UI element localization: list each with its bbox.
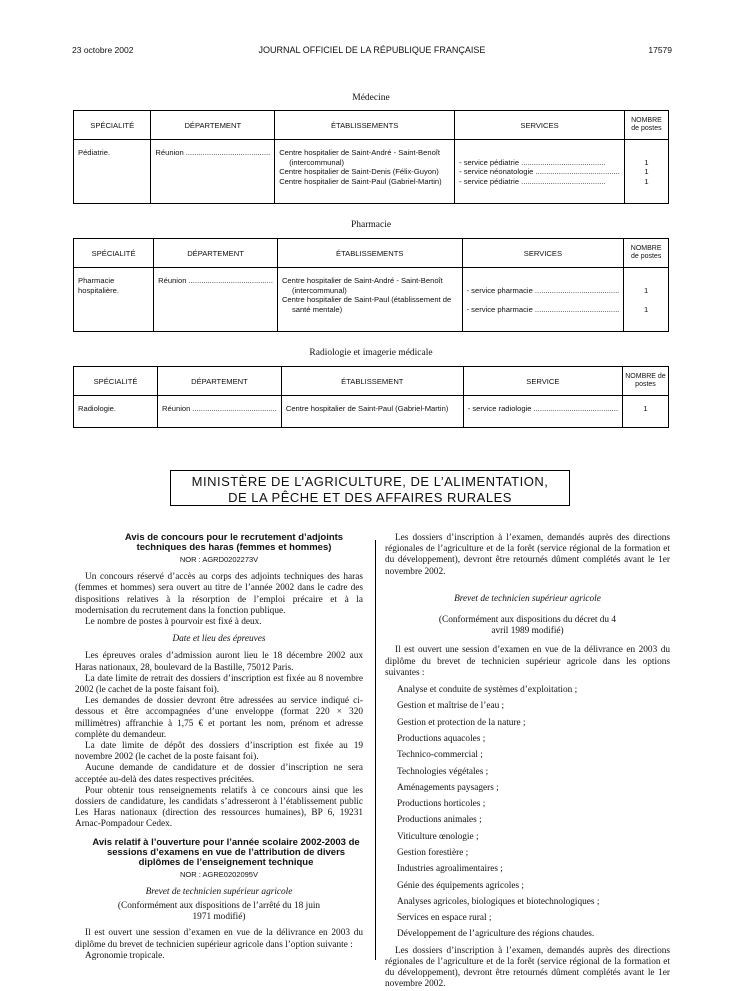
col-departement: DÉPARTEMENT: [154, 239, 278, 268]
column-divider: [375, 540, 376, 960]
header-page-number: 17579: [648, 45, 672, 55]
list-item: Analyse et conduite de systèmes d’exploitation ;: [397, 685, 578, 696]
list-item: Technico-commercial ;: [397, 750, 483, 761]
col-departement: DÉPARTEMENT: [151, 111, 275, 140]
paragraph: Agronomie tropicale.: [85, 950, 165, 961]
list-item: Productions horticoles ;: [397, 799, 486, 810]
table-radiologie: [73, 366, 669, 428]
list-item: Technologies végétales ;: [397, 766, 489, 777]
caption-pharmacie: Pharmacie: [350, 220, 392, 230]
list-item: Productions animales ;: [397, 815, 482, 826]
cell-etablissements: Centre hospitalier de Saint-André - Saint-Benoît (intercommunal) Centre hospitalier de Saint-Paul (établissement de santé mentale): [277, 268, 462, 332]
subheading-bts: Brevet de technicien supérieur agricole: [145, 886, 293, 897]
col-etablissements: ÉTABLISSEMENTS: [277, 239, 462, 268]
header-journal: JOURNAL OFFICIEL DE LA RÉPUBLIQUE FRANÇAISE: [258, 45, 486, 55]
cell-departement: Réunion ........................................: [154, 268, 278, 332]
cell-nombre: 1: [622, 396, 668, 428]
conformity-note: (Conformément aux dispositions du décret du 4 avril 1989 modifié): [438, 615, 617, 637]
paragraph: Il est ouvert une session d’examen en vue de la délivrance en 2003 du diplôme du brevet de technicien supérieur agricole dans les options suivantes :: [385, 645, 670, 678]
header-date: 23 octobre 2002: [72, 45, 134, 55]
options-list: [385, 683, 670, 942]
col-services: SERVICES: [455, 111, 625, 140]
col-departement: DÉPARTEMENT: [158, 367, 282, 396]
nor-reference-2: NOR : AGRE0202095V: [180, 869, 258, 879]
notice-title-concours: Avis de concours pour le recrutement d’adjoints techniques des haras (femmes et hommes): [124, 532, 344, 553]
paragraph: Les épreuves orales d’admission auront lieu le 18 décembre 2002 aux Haras nationaux, 28, boulevard de la Bastille, 75012 Paris.: [75, 651, 363, 673]
paragraph: Il est ouvert une session d’examen en vue de la délivrance en 2003 du diplôme du brevet de technicien supérieur agricole dans l’option suivante :: [75, 928, 363, 950]
col-specialite: SPÉCIALITÉ: [74, 367, 158, 396]
list-item: Développement de l’agriculture des régions chaudes.: [397, 929, 595, 940]
ministry-line-1: MINISTÈRE DE L’AGRICULTURE, DE L’ALIMENTATION,: [191, 474, 549, 489]
cell-departement: Réunion ........................................: [151, 140, 275, 204]
col-specialite: SPÉCIALITÉ: [74, 111, 151, 140]
col-service: SERVICE: [463, 367, 622, 396]
list-item: Gestion forestière ;: [397, 848, 469, 858]
cell-service: - service radiologie ........................................: [463, 396, 622, 428]
paragraph: Un concours réservé d’accès au corps des adjoints techniques des haras (femmes et hommes) sera ouvert au titre de l’année 2002 dans le cadre des dispositions relatives à la résorption de l’emploi précaire et à la modernisation du recrutement dans la fonction publique.: [75, 572, 363, 616]
paragraph: Pour obtenir tous renseignements relatifs à ce concours ainsi que les dossiers de candidature, les candidats s’adresseront à l’établissement public Les Haras nationaux (direction des ressources humaines), BP 6, 19231 Arnac-Pompadour Cedex.: [75, 785, 363, 830]
cell-nombre: 1 1: [624, 268, 669, 332]
list-item: Gestion et maîtrise de l’eau ;: [397, 701, 505, 712]
cell-specialite: Pédiatrie.: [74, 140, 151, 204]
list-item: Aménagements paysagers ;: [397, 782, 499, 793]
caption-medecine: Médecine: [352, 93, 390, 103]
cell-nombre: 1 1 1: [624, 140, 668, 204]
paragraph: La date limite de retrait des dossiers d’inscription est fixée au 8 novembre 2002 (le cachet de la poste faisant foi).: [75, 673, 363, 696]
list-item: Analyses agricoles, biologiques et biotechnologiques ;: [397, 896, 600, 907]
table-pharmacie: [73, 238, 669, 332]
cell-specialite: Pharmacie hospitalière.: [74, 268, 154, 332]
subheading-bts: Brevet de technicien supérieur agricole: [454, 593, 601, 604]
col-nombre: NOMBRE de postes: [622, 367, 668, 396]
cell-etablissement: Centre hospitalier de Saint-Paul (Gabriel-Martin): [281, 396, 463, 428]
cell-departement: Réunion ........................................: [158, 396, 282, 428]
cell-specialite: Radiologie.: [74, 396, 158, 428]
paragraph: Aucune demande de candidature et de dossier d’inscription ne sera acceptée au-delà des dates respectives précitées.: [75, 763, 363, 785]
table-medecine: [73, 110, 669, 204]
caption-radiologie: Radiologie et imagerie médicale: [309, 348, 433, 358]
list-item: Industries agroalimentaires ;: [397, 864, 503, 875]
list-item: Productions aquacoles ;: [397, 733, 486, 744]
ministry-banner: [170, 470, 570, 506]
paragraph: Le nombre de postes à pourvoir est fixé à deux.: [85, 617, 262, 628]
col-services: SERVICES: [462, 239, 624, 268]
paragraph: La date limite de dépôt des dossiers d’inscription est fixée au 19 novembre 2002 (le cachet de la poste faisant foi).: [75, 741, 363, 763]
col-etablissement: ÉTABLISSEMENT: [281, 367, 463, 396]
col-nombre: NOMBRE de postes: [624, 111, 668, 140]
cell-services: - service pharmacie ........................................ - service pharmacie ........................................: [462, 268, 624, 332]
paragraph: Les dossiers d’inscription à l’examen, demandés auprès des directions régionales de l’agriculture et de la forêt (service régional de la formation et du développement), devront être retournés dûment complétés avant le 1er novembre 2002.: [385, 533, 670, 577]
list-item: Gestion et protection de la nature ;: [397, 717, 526, 728]
ministry-line-2: DE LA PÊCHE ET DES AFFAIRES RURALES: [228, 490, 512, 505]
nor-reference-1: NOR : AGRD0202273V: [179, 555, 259, 564]
list-item: Viticulture œnologie ;: [397, 831, 479, 842]
col-specialite: SPÉCIALITÉ: [74, 239, 154, 268]
paragraph: Les demandes de dossier devront être adressées au service indiqué ci-dessous et être accompagnées d’une enveloppe (format 220 × 320 millimètres) affranchie à 1,75 € et portant les nom, prénom et adresse complète du demandeur.: [75, 696, 363, 740]
cell-services: - service pédiatrie ........................................ - service néonatologie ........................................ - service pédiatrie ........................................: [455, 140, 625, 204]
subheading-dates: Date et lieu des épreuves: [172, 634, 266, 645]
cell-etablissements: Centre hospitalier de Saint-André - Saint-Benoît (intercommunal) Centre hospitalier de Saint-Denis (Félix-Guyon) Centre hospitalier de Saint-Paul (Gabriel-Martin): [275, 140, 455, 204]
notice-title-examens: Avis relatif à l’ouverture pour l’année scolaire 2002-2003 de sessions d’examens en vue de l’attribution de divers diplômes de l’enseignement technique: [92, 836, 360, 868]
col-nombre: NOMBRE de postes: [624, 239, 669, 268]
left-column: [75, 533, 363, 962]
list-item: Services en espace rural ;: [397, 913, 492, 924]
list-item: Génie des équipements agricoles ;: [397, 880, 525, 891]
paragraph: Les dossiers d’inscription à l’examen, demandés auprès des directions régionales de l’agriculture et de la forêt (service régional de la formation et du développement), devront être retournés dûment complétés avant le 1er novembre 2002.: [385, 945, 670, 990]
conformity-note: (Conformément aux dispositions de l’arrêté du 18 juin 1971 modifié): [117, 901, 321, 923]
right-column: [385, 533, 670, 991]
col-etablissements: ÉTABLISSEMENTS: [275, 111, 455, 140]
